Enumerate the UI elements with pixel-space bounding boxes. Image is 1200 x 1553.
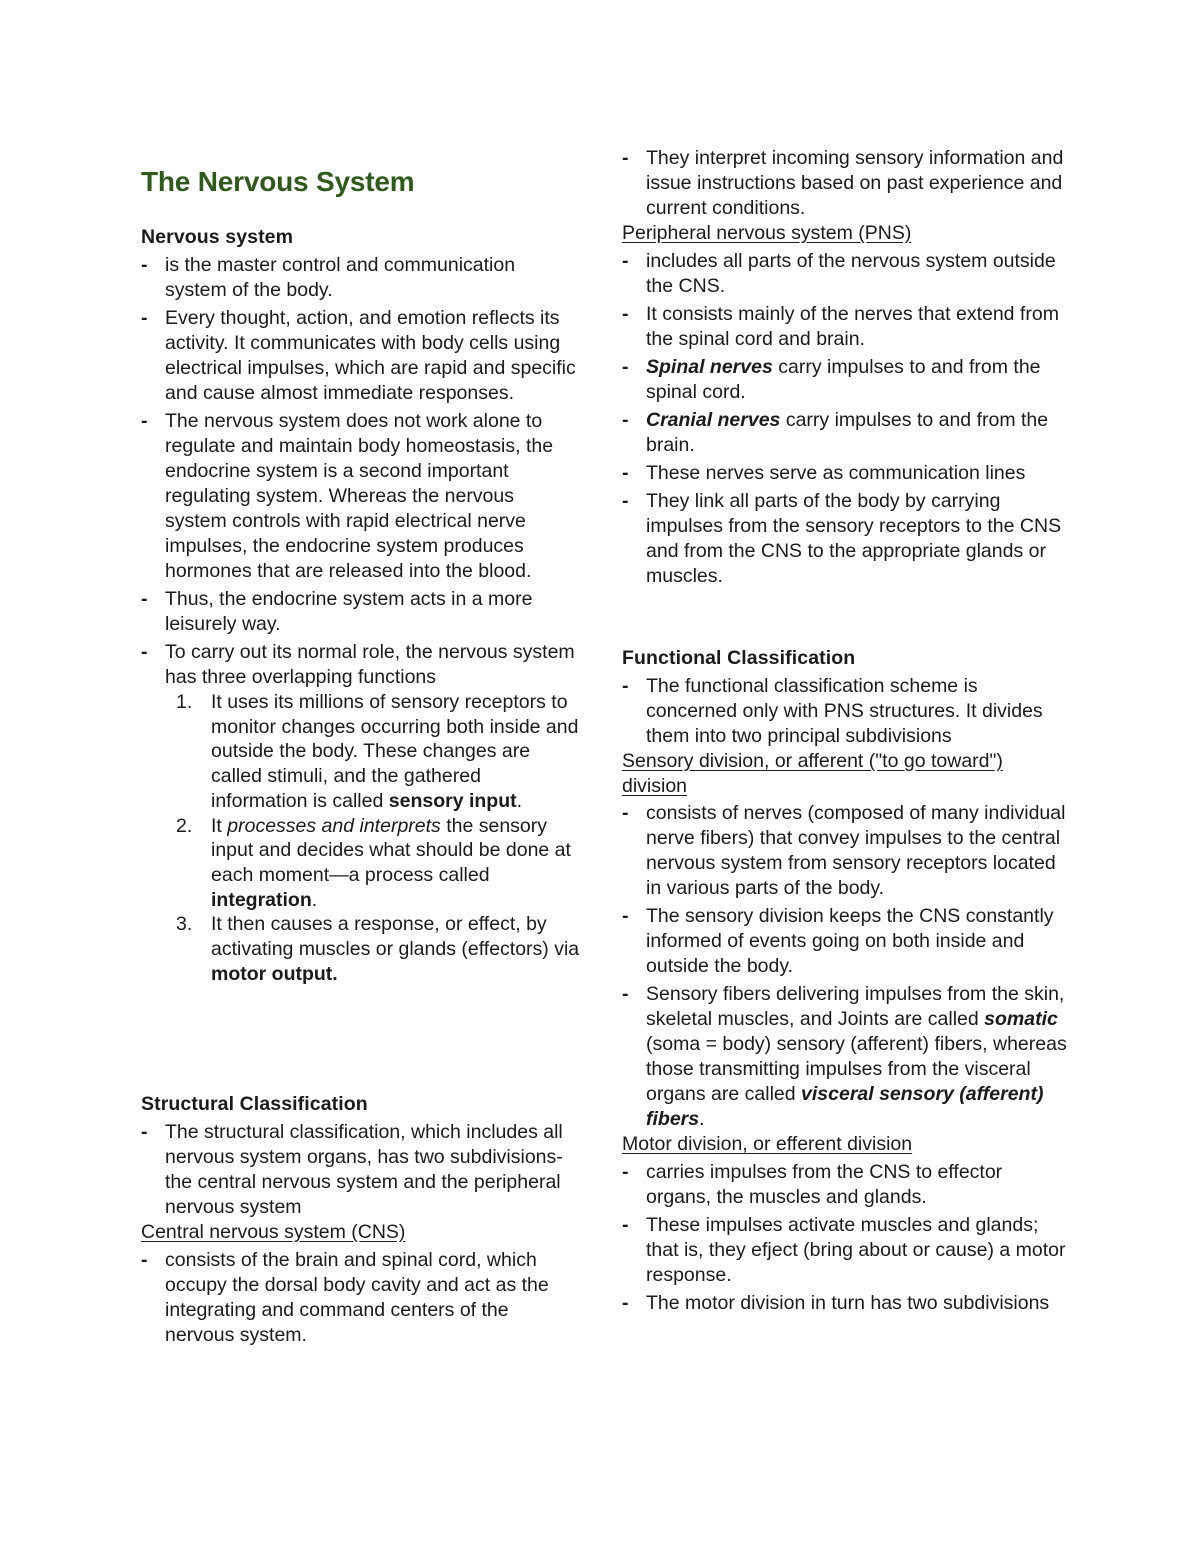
list-item: - The functional classification scheme is concerned only with PNS structures. It divides them into two principal subdivisions: [622, 675, 1043, 747]
dash-bullet-icon: -: [622, 408, 629, 431]
list-item: - The structural classification, which includes all nervous system organs, has two subdivisions-the central nervous system and the peripheral nervous system: [141, 1121, 563, 1218]
list-item: - Thus, the endocrine system acts in a more leisurely way.: [141, 588, 533, 635]
dash-bullet-icon: -: [141, 588, 148, 610]
dash-bullet-icon: -: [141, 307, 148, 329]
list-item: - These nerves serve as communication lines: [622, 461, 1026, 484]
dash-bullet-icon: -: [141, 410, 148, 432]
structural-classification-section: [141, 1092, 581, 1348]
dash-bullet-icon: -: [141, 1248, 148, 1271]
dash-bullet-icon: -: [141, 254, 148, 276]
list-item: - Sensory fibers delivering impulses from the skin, skeletal muscles, and Joints are called somatic (soma = body) sensory (afferent) fibers, whereas those transmitting impulses from the visceral organs are called visceral sensory (afferent) fibers.: [622, 983, 1067, 1130]
list-item: - includes all parts of the nervous system outside the CNS.: [622, 249, 1056, 297]
pns-heading: Peripheral nervous system (PNS): [622, 222, 912, 244]
numbered-item: 2. It processes and interprets the sensory input and decides what should be done at each moment—a process called integration.: [176, 814, 571, 911]
dash-bullet-icon: -: [622, 1160, 629, 1183]
dash-bullet-icon: -: [141, 1121, 148, 1143]
motor-division-heading: Motor division, or efferent division: [622, 1133, 913, 1155]
list-item: - The sensory division keeps the CNS constantly informed of events going on both inside and outside the body.: [622, 905, 1054, 977]
dash-bullet-icon: -: [622, 489, 629, 512]
list-item: - Spinal nerves carry impulses to and from the spinal cord.: [622, 355, 1041, 403]
cns-continued-section: [622, 146, 1067, 589]
list-item: - Cranial nerves carry impulses to and from the brain.: [622, 408, 1049, 456]
structural-classification-heading: Structural Classification: [141, 1093, 368, 1115]
list-item: - They interpret incoming sensory information and issue instructions based on past experience and current conditions.: [622, 147, 1064, 219]
nervous-system-heading: Nervous system: [141, 226, 294, 248]
list-item: - is the master control and communication system of the body.: [141, 254, 516, 301]
list-item: - consists of nerves (composed of many individual nerve fibers) that convey impulses to the central nervous system from sensory receptors located in various parts of the body.: [622, 802, 1066, 899]
dash-bullet-icon: -: [622, 983, 629, 1005]
nervous-system-section: [141, 225, 581, 986]
list-item: - The nervous system does not work alone to regulate and maintain body homeostasis, the endocrine system is a second important regulating system. Whereas the nervous system controls with rapid electrical nerve impulses, the endocrine system produces hormones that are released into the blood.: [141, 410, 554, 582]
numbered-item: 1. It uses its millions of sensory receptors to monitor changes occurring both inside and outside the body. These changes are called stimuli, and the gathered information is called sensory input.: [176, 691, 579, 812]
dash-bullet-icon: -: [622, 302, 629, 325]
list-item: - They link all parts of the body by carrying impulses from the sensory receptors to the CNS and from the CNS to the appropriate glands or muscles.: [622, 489, 1062, 587]
list-item: - It consists mainly of the nerves that extend from the spinal cord and brain.: [622, 302, 1059, 350]
dash-bullet-icon: -: [622, 461, 629, 484]
list-item: - These impulses activate muscles and glands; that is, they efject (bring about or cause) a motor response.: [622, 1213, 1066, 1286]
sensory-division-heading: Sensory division, or afferent ("to go toward") division: [622, 750, 1003, 797]
page-title: The Nervous System: [141, 166, 415, 197]
cns-heading: Central nervous system (CNS): [141, 1221, 406, 1243]
dash-bullet-icon: -: [622, 802, 629, 824]
list-item: - Every thought, action, and emotion reflects its activity. It communicates with body cells using electrical impulses, which are rapid and specific and cause almost immediate responses.: [141, 307, 576, 404]
dash-bullet-icon: -: [622, 147, 629, 169]
list-item: - To carry out its normal role, the nervous system has three overlapping functions: [141, 641, 575, 688]
functional-classification-section: [622, 646, 1067, 1316]
list-item: - consists of the brain and spinal cord, which occupy the dorsal body cavity and act as the integrating and command centers of the nervous system.: [141, 1248, 549, 1346]
dash-bullet-icon: -: [622, 1291, 629, 1314]
dash-bullet-icon: -: [622, 675, 629, 697]
dash-bullet-icon: -: [622, 905, 629, 927]
dash-bullet-icon: -: [622, 249, 629, 272]
dash-bullet-icon: -: [622, 355, 629, 378]
list-item: - The motor division in turn has two subdivisions: [622, 1291, 1050, 1314]
numbered-item: 3. It then causes a response, or effect, by activating muscles or glands (effectors) via motor output.: [176, 913, 580, 985]
list-item: - carries impulses from the CNS to effector organs, the muscles and glands.: [622, 1160, 1003, 1208]
dash-bullet-icon: -: [622, 1213, 629, 1236]
dash-bullet-icon: -: [141, 641, 148, 663]
functional-classification-heading: Functional Classification: [622, 647, 856, 669]
